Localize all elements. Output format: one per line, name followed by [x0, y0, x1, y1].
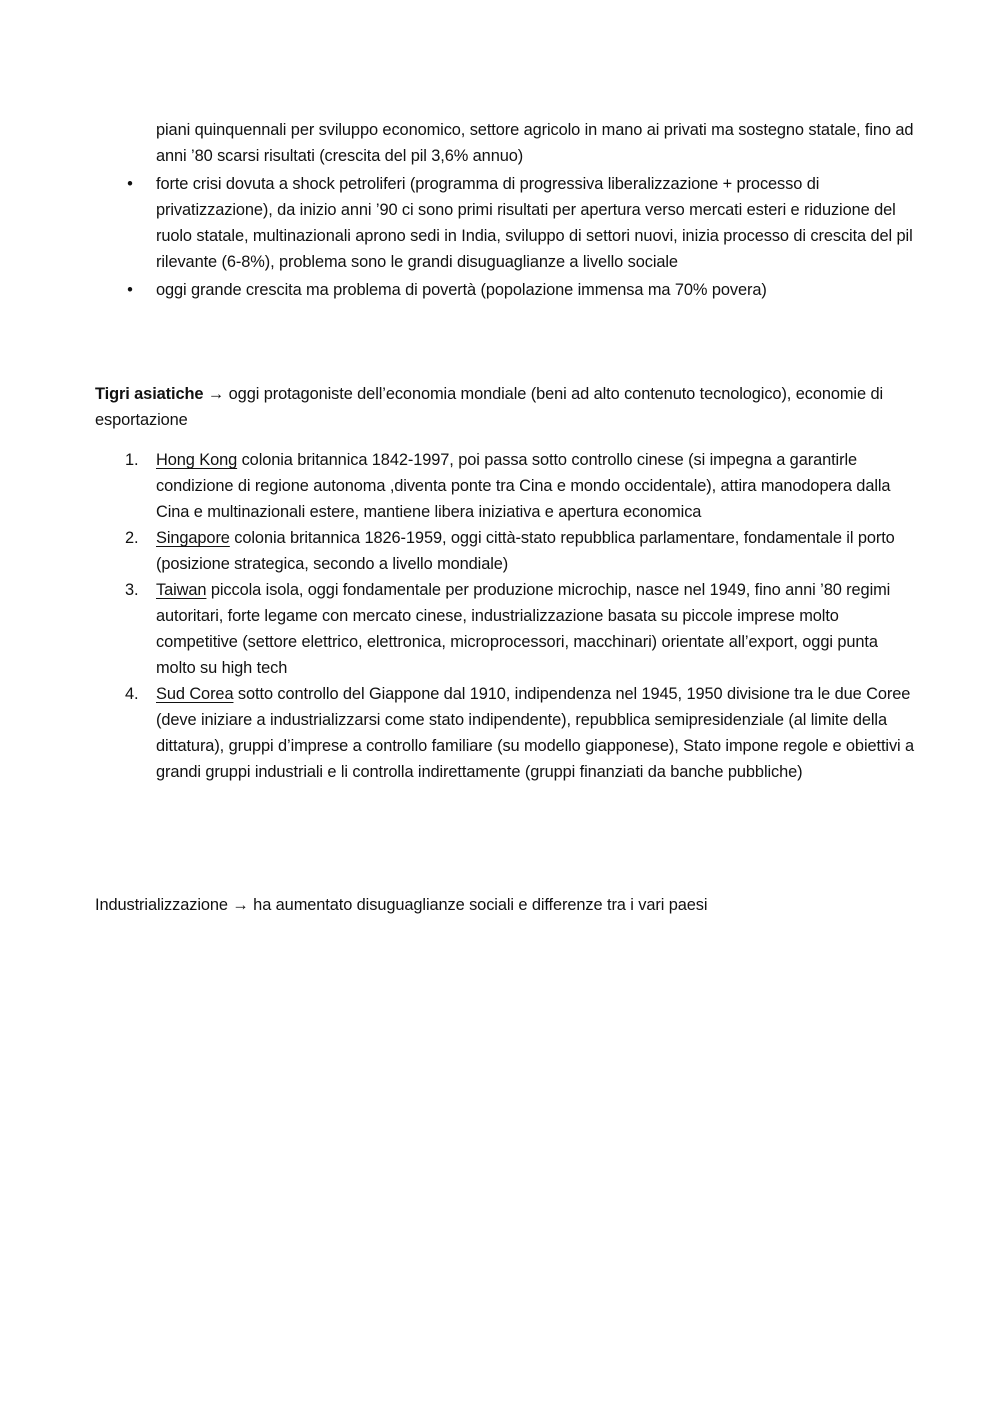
item-number: 1.: [125, 451, 139, 469]
list-item: [95, 171, 915, 275]
bullet-list: [95, 171, 915, 305]
item-number: 3.: [125, 581, 139, 599]
list-item: [95, 525, 915, 577]
item-text: colonia britannica 1826-1959, oggi città-stato repubblica parlamentare, fondamentale il porto (posizione strategica, secondo a livello mondiale): [156, 529, 895, 573]
item-number: 2.: [125, 529, 139, 547]
item-name: Sud Corea: [156, 685, 234, 703]
industrializzazione-paragraph: [95, 892, 895, 918]
bullet-text: oggi grande crescita ma problema di povertà (popolazione immensa ma 70% povera): [156, 281, 767, 299]
list-item: [95, 577, 915, 681]
item-text: sotto controllo del Giappone dal 1910, indipendenza nel 1945, 1950 divisione tra le due Coree (deve iniziare a industrializzarsi come stato indipendente), repubblica semipresidenziale (al limite della dittatura), gruppi d’imprese a controllo familiare (su modello giapponese), Stato impone regole e obiettivi a grandi gruppi industriali e li controlla indirettamente (gruppi finanziati da banche pubbliche): [156, 685, 915, 781]
item-text: piccola isola, oggi fondamentale per produzione microchip, nasce nel 1949, fino anni ’80 regimi autoritari, forte legame con mercato cinese, industrializzazione basata su piccole imprese molto competitive (settore elettrico, elettronica, microprocessori, macchinari) orientate all’export, oggi punta molto su high tech: [156, 581, 891, 677]
final-text: ha aumentato disuguaglianze sociali e differenze tra i vari paesi: [248, 896, 708, 914]
arrow-icon: →: [232, 896, 249, 914]
list-item: [95, 447, 915, 525]
section-heading: Tigri asiatiche: [95, 385, 204, 403]
continuation-paragraph: piani quinquennali per sviluppo economico, settore agricolo in mano ai privati ma sostegno statale, fino ad anni ’80 scarsi risultati (crescita del pil 3,6% annuo): [156, 121, 914, 165]
numbered-list: [95, 447, 915, 785]
list-item: [95, 681, 915, 785]
item-text: colonia britannica 1842-1997, poi passa sotto controllo cinese (si impegna a garantirle condizione di regione autonoma ,diventa ponte tra Cina e mondo occidentale), attira manodopera dalla Cina e multinazionali estere, mantiene libera iniziativa e apertura economica: [156, 451, 891, 521]
final-term: Industrializzazione: [95, 896, 228, 914]
bullet-text: forte crisi dovuta a shock petroliferi (programma di progressiva liberalizzazione + processo di privatizzazione), da inizio anni ’90 ci sono primi risultati per apertura verso mercati esteri e riduzione del ruolo statale, multinazionali aprono sedi in India, sviluppo di settori nuovi, inizia processo di crescita del pil rilevante (6-8%), problema sono le grandi disuguaglianze a livello sociale: [156, 175, 913, 271]
tigri-text: oggi protagoniste dell’economia mondiale (beni ad alto contenuto tecnologico), economie di esportazione: [95, 385, 883, 429]
item-number: 4.: [125, 685, 139, 703]
arrow-icon: →: [207, 385, 225, 403]
bullet-icon: •: [127, 281, 133, 299]
bullet-icon: •: [127, 175, 133, 193]
tigri-paragraph: [95, 381, 895, 433]
list-item: [95, 277, 915, 303]
item-name: Singapore: [156, 529, 230, 547]
item-name: Hong Kong: [156, 451, 238, 469]
item-name: Taiwan: [156, 581, 207, 599]
